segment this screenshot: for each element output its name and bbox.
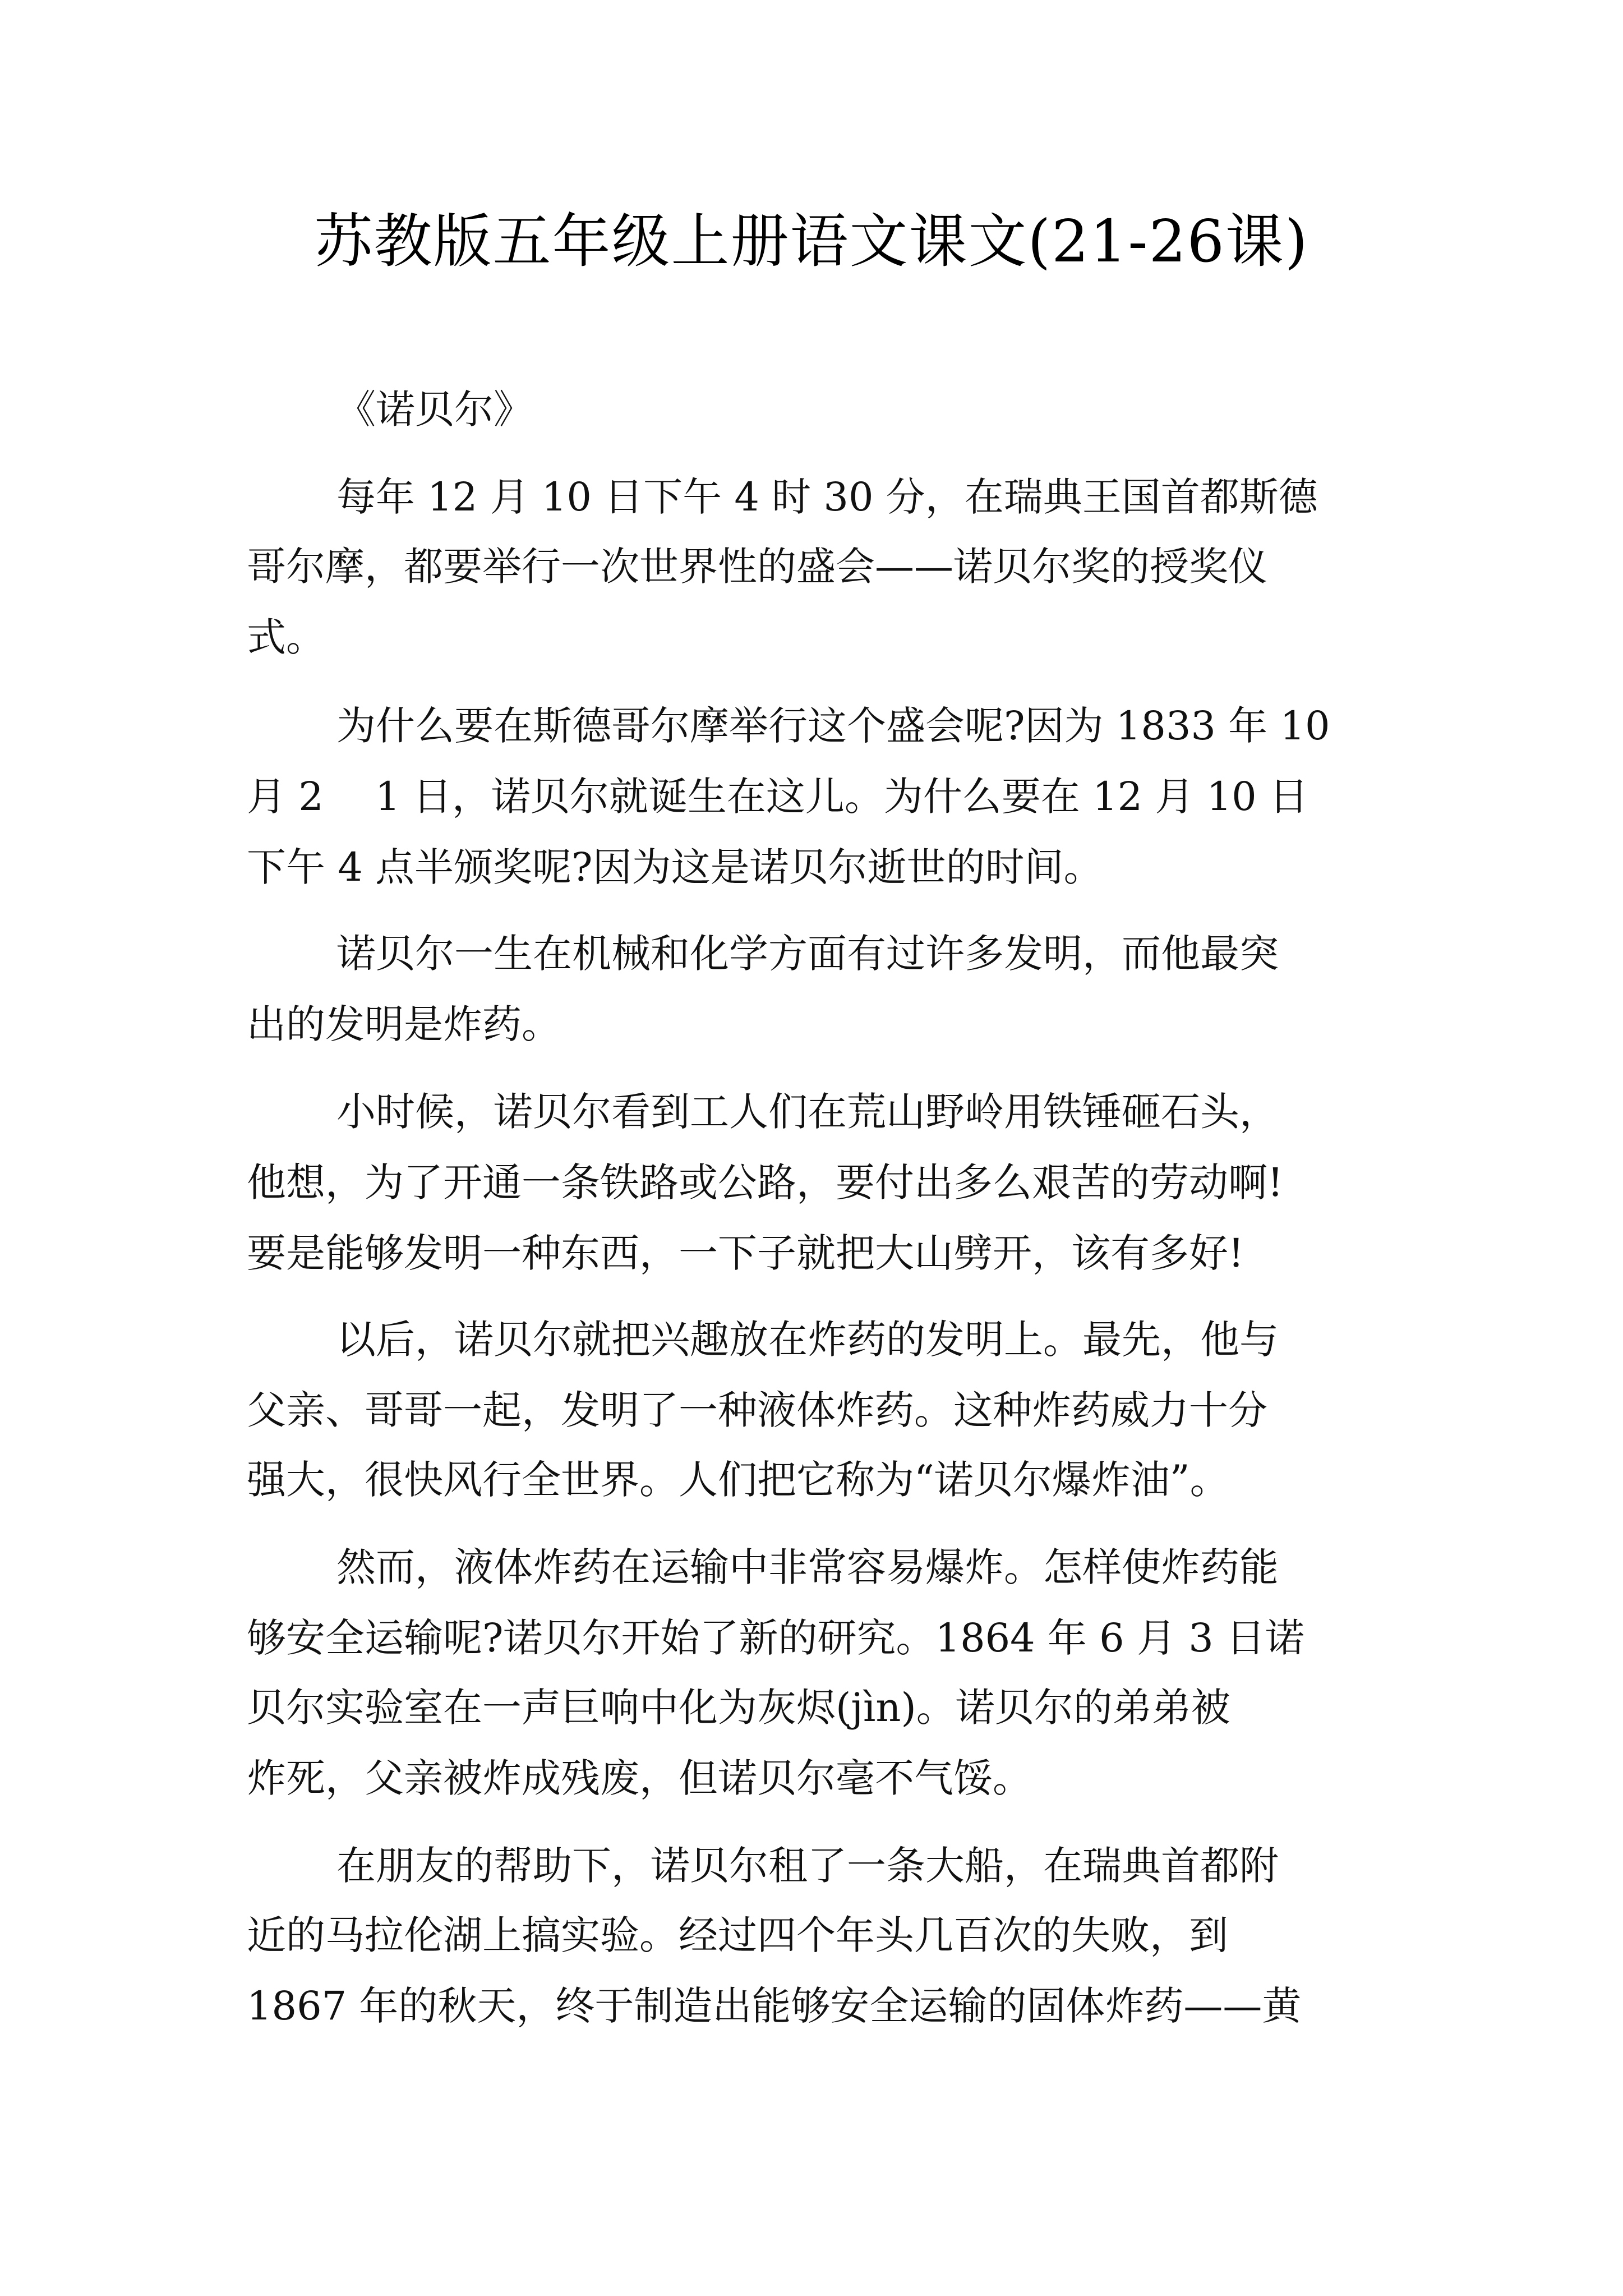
paragraph-line: 够安全运输呢?诺贝尔开始了新的研究。1864 年 6 月 3 日诺 [247,1615,1304,1661]
paragraph-line: 近的马拉伦湖上搞实验。经过四个年头几百次的失败，到 [247,1912,1228,1958]
paragraph-line: 为什么要在斯德哥尔摩举行这个盛会呢?因为 1833 年 10 [336,703,1330,749]
paragraph-line: 要是能够发明一种东西，一下子就把大山劈开，该有多好! [247,1230,1244,1276]
paragraph-line: 诺贝尔一生在机械和化学方面有过许多发明，而他最突 [336,931,1279,977]
paragraph-line: 父亲、哥哥一起，发明了一种液体炸药。这种炸药威力十分 [247,1387,1267,1433]
paragraph-line: 然而，液体炸药在运输中非常容易爆炸。怎样使炸药能 [336,1544,1279,1590]
paragraph-line: 式。 [247,614,325,660]
lesson-heading: 《诺贝尔》 [336,386,533,432]
document-title: 苏教版五年级上册语文课文(21-26课) [314,207,1309,275]
paragraph-line: 以后，诺贝尔就把兴趣放在炸药的发明上。最先，他与 [336,1317,1279,1363]
paragraph-line: 在朋友的帮助下，诺贝尔租了一条大船，在瑞典首都附 [336,1843,1279,1889]
paragraph-line: 小时候，诺贝尔看到工人们在荒山野岭用铁锤砸石头， [336,1089,1279,1135]
paragraph-line: 强大，很快风行全世界。人们把它称为“诺贝尔爆炸油”。 [247,1457,1229,1503]
paragraph-line: 炸死，父亲被炸成残废，但诺贝尔毫不气馁。 [247,1755,1032,1801]
paragraph-line: 贝尔实验室在一声巨响中化为灰烬(jìn)。诺贝尔的弟弟被 [247,1685,1230,1731]
paragraph-line: 1867 年的秋天，终于制造出能够安全运输的固体炸药——黄 [247,1983,1302,2029]
paragraph-line: 下午 4 点半颁奖呢?因为这是诺贝尔逝世的时间。 [247,844,1103,890]
paragraph-line: 出的发明是炸药。 [247,1001,561,1047]
paragraph-line: 每年 12 月 10 日下午 4 时 30 分，在瑞典王国首都斯德 [336,474,1318,520]
paragraph-line: 哥尔摩，都要举行一次世界性的盛会——诺贝尔奖的授奖仪 [247,544,1267,590]
paragraph-line: 他想，为了开通一条铁路或公路，要付出多么艰苦的劳动啊! [247,1159,1284,1205]
paragraph-line: 月 2 1 日，诺贝尔就诞生在这儿。为什么要在 12 月 10 日 [247,774,1308,820]
